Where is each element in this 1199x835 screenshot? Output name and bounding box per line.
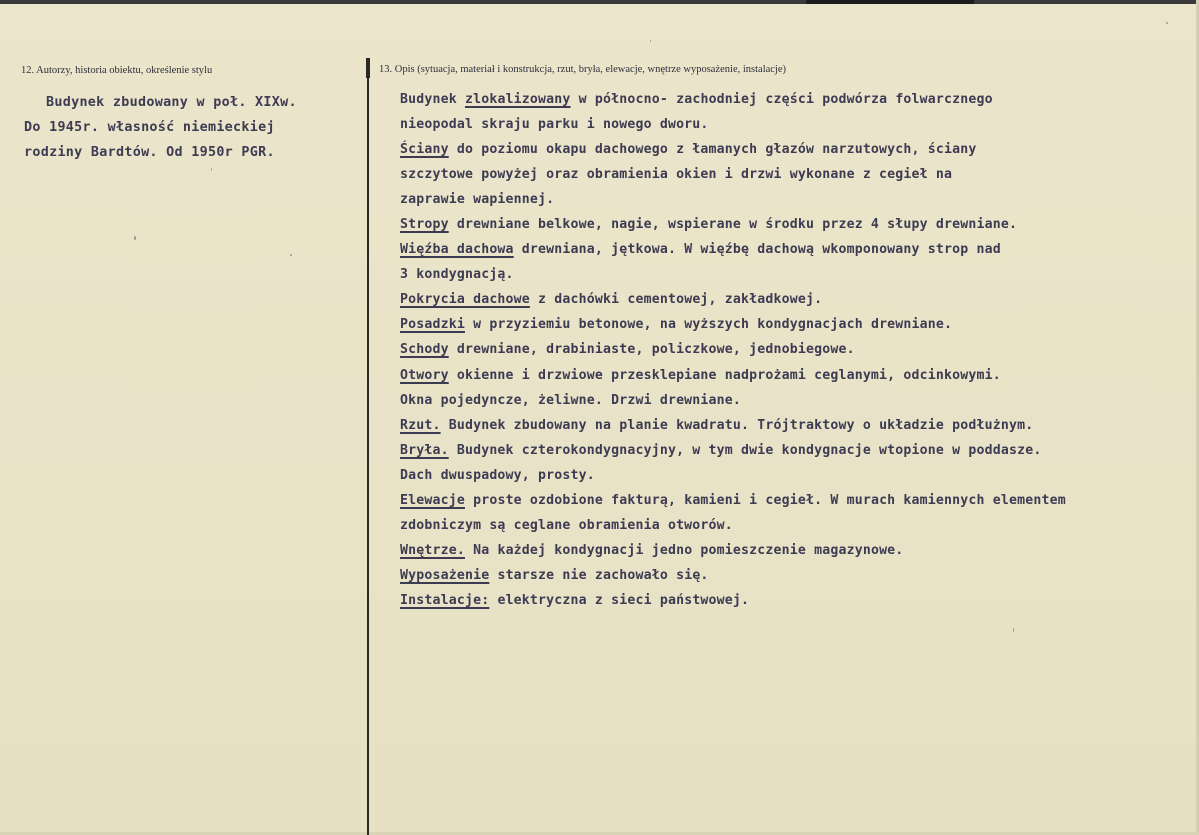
line-text: 3 kondygnacją.	[400, 267, 514, 283]
field-12-line: Budynek zbudowany w poł. XIXw.	[46, 95, 297, 110]
paper-speck	[650, 40, 651, 42]
line-text: drewniane, drabiniaste, policzkowe, jednobiegowe.	[448, 342, 855, 358]
field-12-text	[24, 90, 354, 165]
field-13-line	[400, 337, 1180, 362]
section-label: Wyposażenie	[400, 567, 490, 583]
field-13-line	[400, 262, 1180, 287]
section-label: Ściany	[400, 142, 449, 158]
line-text: z dachówki cementowej, zakładkowej.	[529, 292, 823, 308]
field-13-line	[400, 287, 1180, 312]
field-13-header: 13. Opis (sytuacja, materiał i konstrukcja, rzut, bryła, elewacje, wnętrze wyposażenie, instalacje)	[379, 64, 787, 75]
line-prefix: Budynek	[400, 92, 465, 107]
section-label: Otwory	[400, 367, 449, 383]
line-text: zaprawie wapiennej.	[400, 192, 555, 208]
paper-speck	[290, 254, 292, 256]
line-text: Na każdej kondygnacji jedno pomieszczenie magazynowe.	[464, 542, 904, 558]
field-12-line: Do 1945r. własność niemieckiej	[24, 120, 275, 135]
section-label: Pokrycia dachowe	[400, 292, 530, 308]
line-text: w północno- zachodniej części podwórza folwarcznego	[570, 92, 993, 107]
top-edge-strip	[0, 0, 1199, 4]
section-label: zlokalizowany	[464, 92, 571, 107]
line-text: zdobniczym są ceglane obramienia otworów.	[400, 517, 733, 533]
field-13-line	[400, 312, 1180, 337]
column-divider	[367, 58, 369, 835]
column-divider-mark	[366, 58, 370, 78]
field-13-line	[400, 488, 1180, 513]
line-text: w przyziemiu betonowe, na wyższych kondygnacjach drewniane.	[464, 317, 953, 333]
line-text: drewniana, jętkowa. W więźbę dachową wkomponowany strop nad	[513, 242, 1001, 258]
field-13-line	[400, 588, 1180, 613]
section-label: Elewacje	[400, 492, 465, 508]
line-text: drewniane belkowe, nagie, wspierane w środku przez 4 słupy drewniane.	[448, 217, 1018, 233]
field-12-line: rodziny Bardtów. Od 1950r PGR.	[24, 145, 275, 160]
line-text: do poziomu okapu dachowego z łamanych głazów narzutowych, ściany	[448, 142, 977, 158]
section-label: Posadzki	[400, 317, 465, 333]
line-text: Budynek czterokondygnacyjny, w tym dwie kondygnacje wtopione w poddasze.	[448, 442, 1042, 458]
line-text: elektryczna z sieci państwowej.	[489, 592, 750, 608]
line-text: proste ozdobione fakturą, kamieni i cegieł. W murach kamiennych elementem	[464, 492, 1066, 508]
line-text: Dach dwuspadowy, prosty.	[400, 467, 595, 483]
field-13-line	[400, 513, 1180, 538]
line-text: okienne i drzwiowe przesklepiane nadprożami ceglanymi, odcinkowymi.	[448, 367, 1001, 383]
field-13-line	[400, 388, 1180, 413]
line-text: starsze nie zachowało się.	[489, 567, 709, 583]
field-13-line	[400, 413, 1180, 438]
line-text: Budynek zbudowany na planie kwadratu. Trójtraktowy o układzie podłużnym.	[440, 417, 1034, 433]
field-13-text	[400, 87, 1180, 613]
field-13-line	[400, 87, 1180, 112]
section-label: Stropy	[400, 217, 449, 233]
field-13-line	[400, 212, 1180, 237]
field-13-line	[400, 162, 1180, 187]
field-13-line	[400, 112, 1180, 137]
section-label: Instalacje:	[400, 592, 490, 608]
line-text: Okna pojedyncze, żeliwne. Drzwi drewniane.	[400, 392, 742, 408]
top-edge-tab	[806, 0, 974, 4]
line-text: szczytowe powyżej oraz obramienia okien i drzwi wykonane z cegieł na	[400, 167, 953, 183]
paper-speck	[1013, 628, 1014, 632]
field-13-line	[400, 538, 1180, 563]
line-text: nieopodal skraju parku i nowego dworu.	[400, 117, 709, 133]
field-13-line	[400, 187, 1180, 212]
section-label: Wnętrze.	[400, 542, 465, 558]
section-label: Więźba dachowa	[400, 242, 514, 258]
paper-speck	[134, 236, 136, 240]
field-13-line	[400, 237, 1180, 262]
section-label: Bryła.	[400, 442, 449, 458]
paper-speck	[1166, 22, 1168, 24]
section-label: Rzut.	[400, 417, 441, 433]
section-label: Schody	[400, 342, 449, 358]
field-13-line	[400, 463, 1180, 488]
field-13-line	[400, 438, 1180, 463]
paper-speck	[211, 168, 212, 171]
field-13-line	[400, 137, 1180, 162]
field-12-header: 12. Autorzy, historia obiektu, określenie stylu	[21, 65, 213, 76]
field-13-line	[400, 563, 1180, 588]
field-13-line	[400, 363, 1180, 388]
